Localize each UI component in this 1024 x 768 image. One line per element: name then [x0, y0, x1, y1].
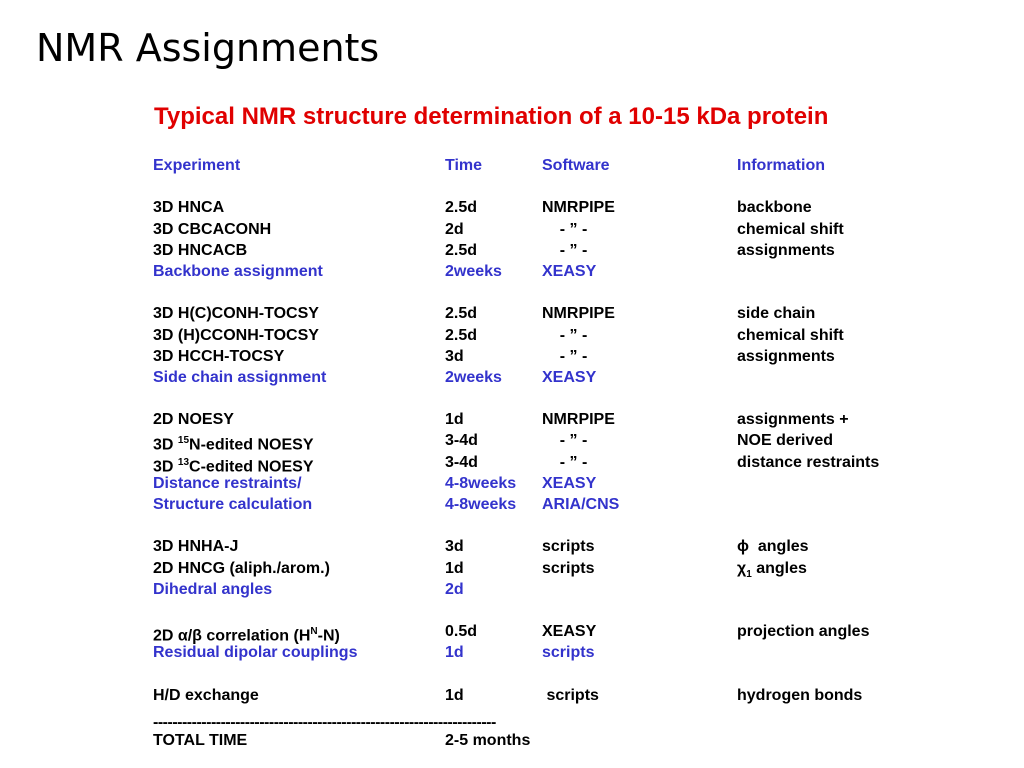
table-row: [153, 240, 1013, 261]
cell-experiment: 3D HNCA: [153, 199, 225, 217]
cell-experiment: 3D HNHA-J: [153, 538, 239, 556]
header-experiment: Experiment: [153, 157, 241, 174]
cell-time: 3d: [445, 347, 464, 365]
cell-time: 2weeks: [445, 262, 502, 280]
experiment-text: 3D: [153, 436, 178, 454]
table-row: [153, 536, 1013, 557]
header-information: Information: [737, 157, 825, 174]
experiment-text: 2D α/β correlation (H: [153, 627, 311, 645]
cell-experiment: 3D CBCACONH: [153, 220, 272, 238]
cell-software: NMRPIPE: [542, 199, 615, 217]
cell-time: 4-8weeks: [445, 474, 517, 492]
information-subscript: 1: [746, 568, 752, 580]
group-gap: [153, 600, 1013, 621]
cell-time: 2.5d: [445, 326, 478, 344]
cell-software: - ” -: [542, 220, 588, 238]
cell-information: assignments: [737, 241, 835, 259]
cell-experiment: H/D exchange: [153, 686, 259, 704]
cell-experiment: Structure calculation: [153, 496, 313, 513]
group-gap: [153, 706, 1013, 716]
group-gap: [153, 515, 1013, 536]
cell-information: distance restraints: [737, 453, 880, 471]
cell-time: 2.5d: [445, 305, 478, 323]
table-row: [153, 452, 1013, 473]
cell-software: XEASY: [542, 623, 597, 641]
cell-information: assignments +: [737, 411, 849, 429]
cell-time: 0.5d: [445, 623, 478, 641]
table-row: [153, 430, 1013, 454]
table-row: [153, 473, 1013, 494]
cell-software: scripts: [542, 644, 595, 662]
divider-line: -----------------------------------------------------------------------: [153, 715, 496, 730]
table-row: [153, 621, 1013, 645]
cell-experiment: 3D HCCH-TOCSY: [153, 347, 285, 365]
header-software: Software: [542, 157, 610, 174]
cell-time: 3-4d: [445, 432, 478, 450]
total-row: [153, 730, 1013, 751]
cell-software: - ” -: [542, 241, 588, 259]
cell-software: XEASY: [542, 262, 597, 280]
cell-software: XEASY: [542, 474, 597, 492]
cell-information: side chain: [737, 305, 816, 323]
cell-time: 1d: [445, 644, 464, 662]
cell-software: NMRPIPE: [542, 305, 615, 323]
experiment-superscript: 13: [177, 456, 190, 468]
table-body: [153, 176, 1013, 716]
cell-experiment: Residual dipolar couplings: [153, 644, 358, 662]
cell-time: 1d: [445, 686, 464, 704]
cell-information: backbone: [737, 199, 812, 217]
experiment-text: -N): [317, 627, 340, 645]
experiment-superscript: N: [310, 626, 318, 638]
cell-information: ϕ angles: [737, 538, 809, 556]
cell-information: chemical shift: [737, 326, 844, 344]
cell-software: scripts: [542, 538, 595, 556]
cell-time: 2weeks: [445, 368, 502, 386]
cell-information: projection angles: [737, 623, 870, 641]
cell-software: scripts: [542, 686, 599, 704]
cell-time: 2d: [445, 220, 464, 238]
cell-time: 2.5d: [445, 241, 478, 259]
table-header: [153, 155, 1013, 176]
group-gap: [153, 664, 1013, 685]
cell-software: NMRPIPE: [542, 411, 615, 429]
cell-software: scripts: [542, 559, 595, 577]
slide-subtitle: Typical NMR structure determination of a 10-15 kDa protein: [154, 103, 829, 130]
cell-time: 3-4d: [445, 453, 478, 471]
cell-experiment: Backbone assignment: [153, 262, 323, 280]
cell-time: 2d: [445, 580, 464, 598]
table-row: [153, 642, 1013, 663]
table-row: [153, 197, 1013, 218]
cell-experiment: 3D H(C)CONH-TOCSY: [153, 305, 319, 323]
cell-information: NOE derived: [737, 432, 834, 450]
table-row: [153, 325, 1013, 346]
cell-software: - ” -: [542, 326, 588, 344]
cell-experiment: 2D NOESY: [153, 411, 234, 429]
table-row: [153, 685, 1013, 706]
header-time: Time: [445, 157, 483, 174]
page-title: NMR Assignments: [36, 26, 380, 70]
group-gap: [153, 388, 1013, 409]
table-row: [153, 219, 1013, 240]
cell-time: 1d: [445, 411, 464, 429]
cell-software: ARIA/CNS: [542, 496, 620, 513]
experiment-text: N-edited NOESY: [189, 436, 314, 454]
cell-experiment: 3D HNCACB: [153, 241, 248, 259]
cell-software: - ” -: [542, 432, 588, 450]
table-row: [153, 261, 1013, 282]
nmr-table: [153, 155, 1013, 751]
cell-time: 2.5d: [445, 199, 478, 217]
table-row: [153, 558, 1013, 579]
information-text: angles: [751, 559, 807, 577]
group-gap: [153, 176, 1013, 197]
table-row: [153, 367, 1013, 388]
group-gap: [153, 282, 1013, 303]
cell-information: chemical shift: [737, 220, 844, 238]
table-row: [153, 409, 1013, 430]
total-time: 2-5 months: [445, 731, 531, 749]
cell-information: assignments: [737, 347, 835, 365]
experiment-superscript: 15: [177, 435, 190, 447]
cell-software: XEASY: [542, 368, 597, 386]
experiment-text: 3D: [153, 457, 178, 475]
cell-software: - ” -: [542, 453, 588, 471]
cell-time: 4-8weeks: [445, 496, 517, 513]
cell-software: - ” -: [542, 347, 588, 365]
experiment-text: C-edited NOESY: [189, 457, 314, 475]
cell-experiment: Dihedral angles: [153, 580, 273, 598]
cell-experiment: 2D HNCG (aliph./arom.): [153, 559, 330, 577]
total-label: TOTAL TIME: [153, 731, 248, 749]
cell-information: hydrogen bonds: [737, 686, 863, 704]
table-row: [153, 346, 1013, 367]
cell-experiment: 3D (H)CCONH-TOCSY: [153, 326, 319, 344]
cell-time: 3d: [445, 538, 464, 556]
table-row: [153, 303, 1013, 324]
cell-experiment: Side chain assignment: [153, 368, 327, 386]
cell-experiment: Distance restraints/: [153, 474, 302, 492]
table-row: [153, 579, 1013, 600]
cell-time: 1d: [445, 559, 464, 577]
table-row: [153, 494, 1013, 515]
chi-symbol: χ: [737, 559, 747, 577]
